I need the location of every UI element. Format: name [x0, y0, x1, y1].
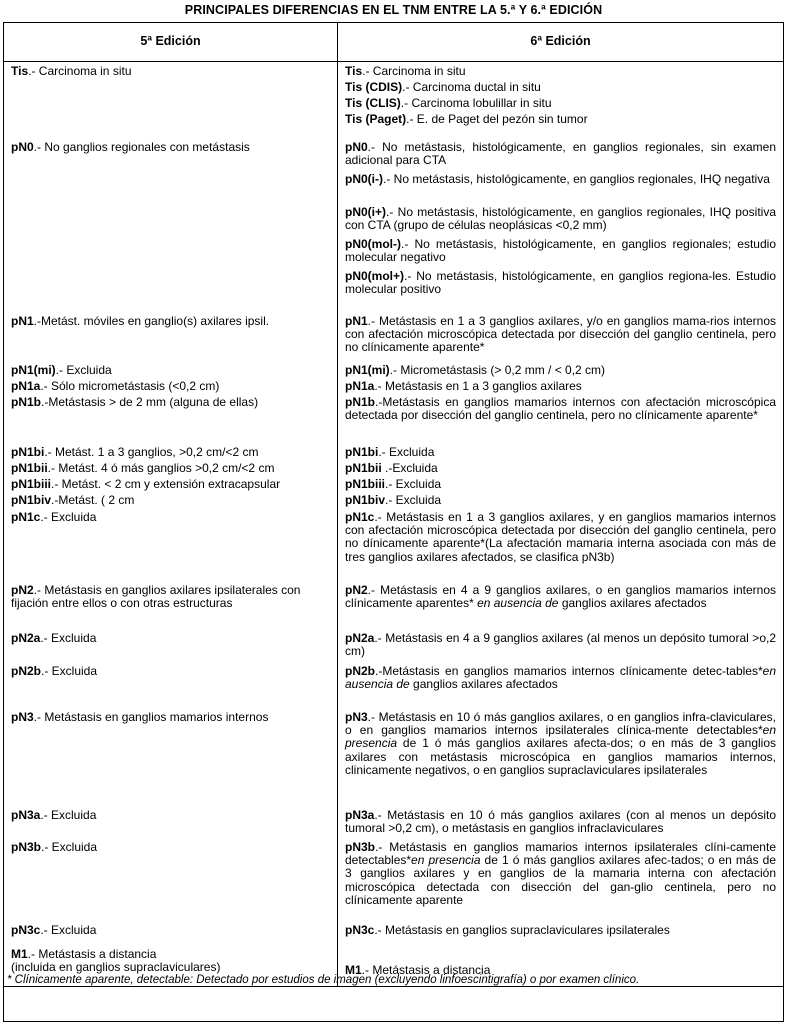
- right-entry-pn1biv: pN1biv.- Excluida: [345, 493, 442, 507]
- right-entry-pn2b: pN2b.-Metástasis en ganglios mamarios internos clínicamente detec-tables*en ausencia de ganglios axilares afectados: [345, 664, 776, 692]
- left-entry-pn0: pN0.- No ganglios regionales con metástasis: [11, 140, 250, 154]
- left-entry-pn1: pN1.-Metást. móviles en ganglio(s) axilares ipsil.: [11, 314, 270, 328]
- right-entry-pn3c: pN3c.- Metástasis en ganglios supraclaviculares ipsilaterales: [345, 923, 670, 937]
- right-entry-tis-clis: Tis (CLIS).- Carcinoma lobulillar in situ: [345, 96, 552, 110]
- footnote-divider: [4, 986, 783, 987]
- column-divider: [337, 23, 338, 986]
- table-title: PRINCIPALES DIFERENCIAS EN EL TNM ENTRE LA 5.ª Y 6.ª EDICIÓN: [184, 3, 603, 17]
- left-entry-pn3b: pN3b.- Excluida: [11, 840, 98, 854]
- right-entry-m1: M1.- Metástasis a distancia: [345, 963, 491, 977]
- right-entry-tis-paget: Tis (Paget).- E. de Paget del pezón sin tumor: [345, 112, 588, 126]
- right-entry-pn2a: pN2a.- Metástasis en 4 a 9 ganglios axilares (al menos un depósito tumoral >o,2 cm): [345, 631, 776, 659]
- right-entry-pn1: pN1.- Metástasis en 1 a 3 ganglios axilares, y/o en ganglios mama-rios internos con afectación microscópica detectada por disección del ganglio centinela, pero no clínicamente aparente*: [345, 314, 776, 355]
- right-entry-pn3b: pN3b.- Metástasis en ganglios mamarios internos ipsilaterales clíni-camente detectables*en presencia de 1 ó más ganglios axilares afec-tados; o en más de 3 ganglios axilares y en ganglios de la mamaria interna con afectación microscópica detectada con disección del gan-glio centinela, pero no clínicamente aparente: [345, 840, 777, 907]
- right-entry-pn0-mol-neg: pN0(mol-).- No metástasis, histológicamente, en ganglios regionales; estudio molecular negativo: [345, 237, 776, 265]
- right-entry-pn0-i-neg: pN0(i-).- No metástasis, histológicamente, en ganglios regionales, IHQ negativa: [345, 172, 770, 186]
- header-divider: [4, 61, 783, 62]
- right-entry-pn0: pN0.- No metástasis, histológicamente, en ganglios regionales, sin examen adicional para CTA: [345, 140, 776, 168]
- comparison-table: [3, 22, 784, 1022]
- left-entry-pn2: pN2.- Metástasis en ganglios axilares ipsilaterales con fijación entre ellos o con otras estructuras: [11, 583, 301, 611]
- left-entry-pn1bi: pN1bi.- Metást. 1 a 3 ganglios, >0,2 cm/<2 cm: [11, 445, 259, 459]
- left-entry-pn1c: pN1c.- Excluida: [11, 510, 97, 524]
- left-entry-pn3a: pN3a.- Excluida: [11, 808, 97, 822]
- left-entry-pn1mi: pN1(mi).- Excluida: [11, 363, 112, 377]
- right-entry-pn1a: pN1a.- Metástasis en 1 a 3 ganglios axilares: [345, 379, 582, 393]
- left-entry-pn2a: pN2a.- Excluida: [11, 631, 97, 645]
- right-entry-pn3: pN3.- Metástasis en 10 ó más ganglios axilares, o en ganglios infra-claviculares, o en ganglios mamarios internos ipsilaterales clínica-mente detectables*en presencia de 1 ó más ganglios axilares afecta-dos; o en más de 3 ganglios axilares con metástasis microscópica en ganglios mamarios internos, clinicamente negativos, o en ganglios supraclaviculares ipsilaterales: [345, 710, 776, 777]
- right-entry-pn1mi: pN1(mi).- Micrometástasis (> 0,2 mm / < 0,2 cm): [345, 363, 606, 377]
- right-entry-pn1biii: pN1biii.- Excluida: [345, 477, 442, 491]
- left-entry-pn1biv: pN1biv.-Metást. ( 2 cm: [11, 493, 135, 507]
- right-entry-pn1c: pN1c.- Metástasis en 1 a 3 ganglios axilares, y en ganglios mamarios internos con afectación microscópica detectada por disección del ganglio centinela, pero no dínicamente aparente*(La afectación mamaria interna asociada con más de tres ganglios axilares afectados, se clasifica pN3b): [345, 510, 776, 564]
- left-entry-pn1b: pN1b.-Metástasis > de 2 mm (alguna de ellas): [11, 395, 259, 409]
- column-header-5th-edition: 5ª Edición: [140, 34, 201, 48]
- column-header-6th-edition: 6ª Edición: [530, 34, 591, 48]
- left-entry-pn1biii: pN1biii.- Metást. < 2 cm y extensión extracapsular: [11, 477, 281, 491]
- right-entry-pn0-i-pos: pN0(i+).- No metástasis, histológicamente, en ganglios regionales, IHQ positiva con CTA (grupo de células neoplásicas <0,2 mm): [345, 205, 776, 233]
- right-entry-tis-cdis: Tis (CDIS).- Carcinoma ductal in situ: [345, 80, 541, 94]
- right-entry-pn1b: pN1b.-Metástasis en ganglios mamarios internos con afectación microscópica detectada por disección del ganglio centinela, pero no clínicamente aparente*: [345, 395, 776, 423]
- footnote: * Clínicamente aparente, detectable: Detectado por estudios de imagen (excluyendo linfoescintigrafía) o por examen clínico.: [7, 974, 640, 986]
- right-entry-tis: Tis.- Carcinoma in situ: [345, 64, 466, 78]
- right-entry-pn0-mol-pos: pN0(mol+).- No metástasis, histológicamente, en ganglios regiona-les. Estudio molecular positivo: [345, 269, 776, 297]
- right-entry-pn2: pN2.- Metástasis en 4 a 9 ganglios axilares, o en ganglios mamarios internos clínicamente aparentes* en ausencia de ganglios axilares afectados: [345, 583, 776, 611]
- left-entry-pn3: pN3.- Metástasis en ganglios mamarios internos: [11, 710, 269, 724]
- right-entry-pn1bi: pN1bi.- Excluida: [345, 445, 435, 459]
- left-entry-tis: Tis.- Carcinoma in situ: [11, 64, 132, 78]
- right-entry-pn1bii: pN1bii .-Excluida: [345, 461, 438, 475]
- right-entry-pn3a: pN3a.- Metástasis en 10 ó más ganglios axilares (con al menos un depósito tumoral >0,2 cm), o metástasis en ganglios infraclaviculares: [345, 808, 776, 836]
- left-entry-pn1bii: pN1bii.- Metást. 4 ó más ganglios >0,2 cm/<2 cm: [11, 461, 275, 475]
- left-entry-pn1a: pN1a.- Sólo micrometástasis (<0,2 cm): [11, 379, 220, 393]
- left-entry-pn2b: pN2b.- Excluida: [11, 664, 98, 678]
- left-entry-pn3c: pN3c.- Excluida: [11, 923, 97, 937]
- left-entry-m1: M1.- Metástasis a distancia (incluida en ganglios supraclaviculares): [11, 947, 221, 975]
